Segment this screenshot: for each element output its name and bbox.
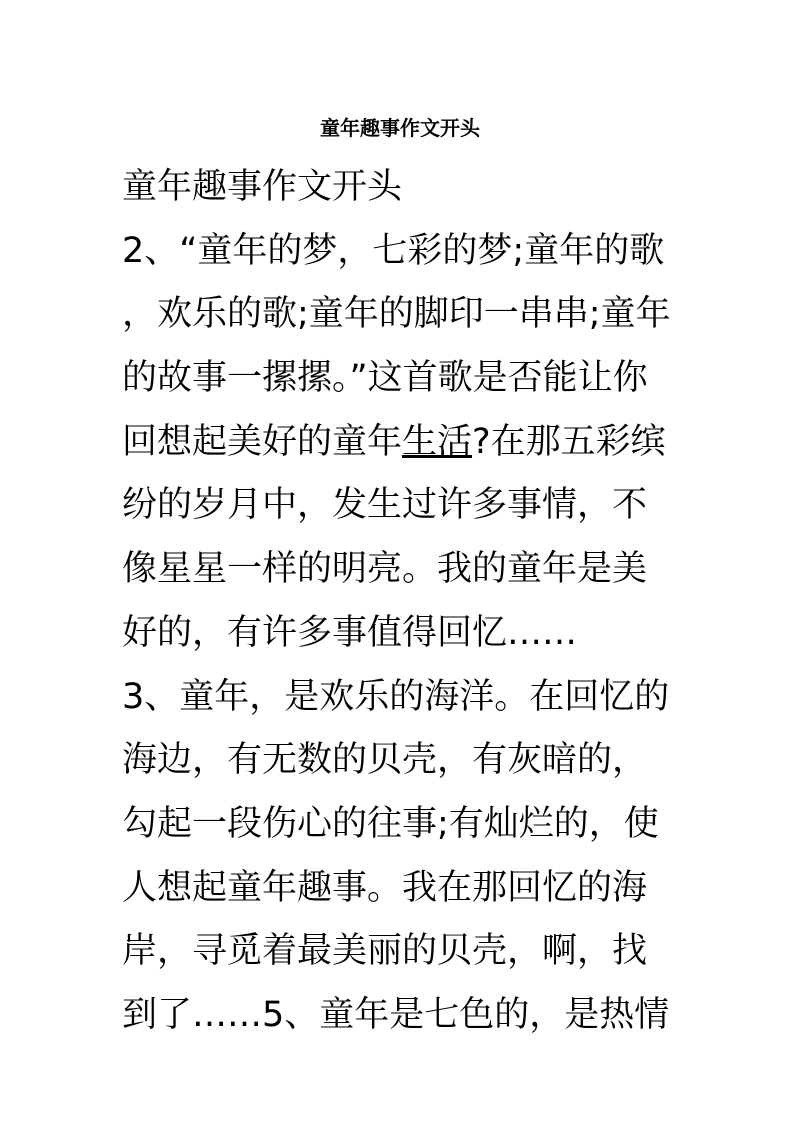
essay-line: 童年趣事作文开头 — [122, 167, 403, 207]
essay-line: 3、童年，是欢乐的海洋。在回忆的 — [122, 676, 670, 717]
essay-line: 好的，有许多事值得回忆…… — [122, 612, 578, 653]
essay-line: 勾起一段伤心的往事;有灿烂的，使 — [122, 803, 659, 844]
essay-text: ?在那五彩缤 — [472, 421, 666, 462]
essay-line: 像星星一样的明亮。我的童年是美 — [122, 549, 648, 590]
essay-line: 人想起童年趣事。我在那回忆的海 — [122, 867, 648, 908]
essay-text: 回想起美好的童年 — [122, 421, 403, 462]
essay-line: 岸，寻觅着最美丽的贝壳，啊，找 — [122, 931, 648, 972]
page-title: 童年趣事作文开头 — [320, 116, 480, 140]
essay-line: 海边，有无数的贝壳，有灰暗的， — [122, 740, 648, 781]
essay-line: 的故事一摞摞。”这首歌是否能让你 — [122, 358, 648, 399]
essay-body — [122, 164, 682, 1056]
essay-line: 纷的岁月中，发生过许多事情，不 — [122, 485, 648, 526]
essay-line: 到了……5、童年是七色的，是热情 — [122, 994, 670, 1035]
essay-line: ，欢乐的歌;童年的脚印一串串;童年 — [122, 294, 671, 335]
essay-line: 2、“童年的梦，七彩的梦;童年的歌 — [122, 230, 665, 271]
underlined-link[interactable]: 生活 — [402, 421, 473, 462]
essay-line — [122, 419, 682, 483]
